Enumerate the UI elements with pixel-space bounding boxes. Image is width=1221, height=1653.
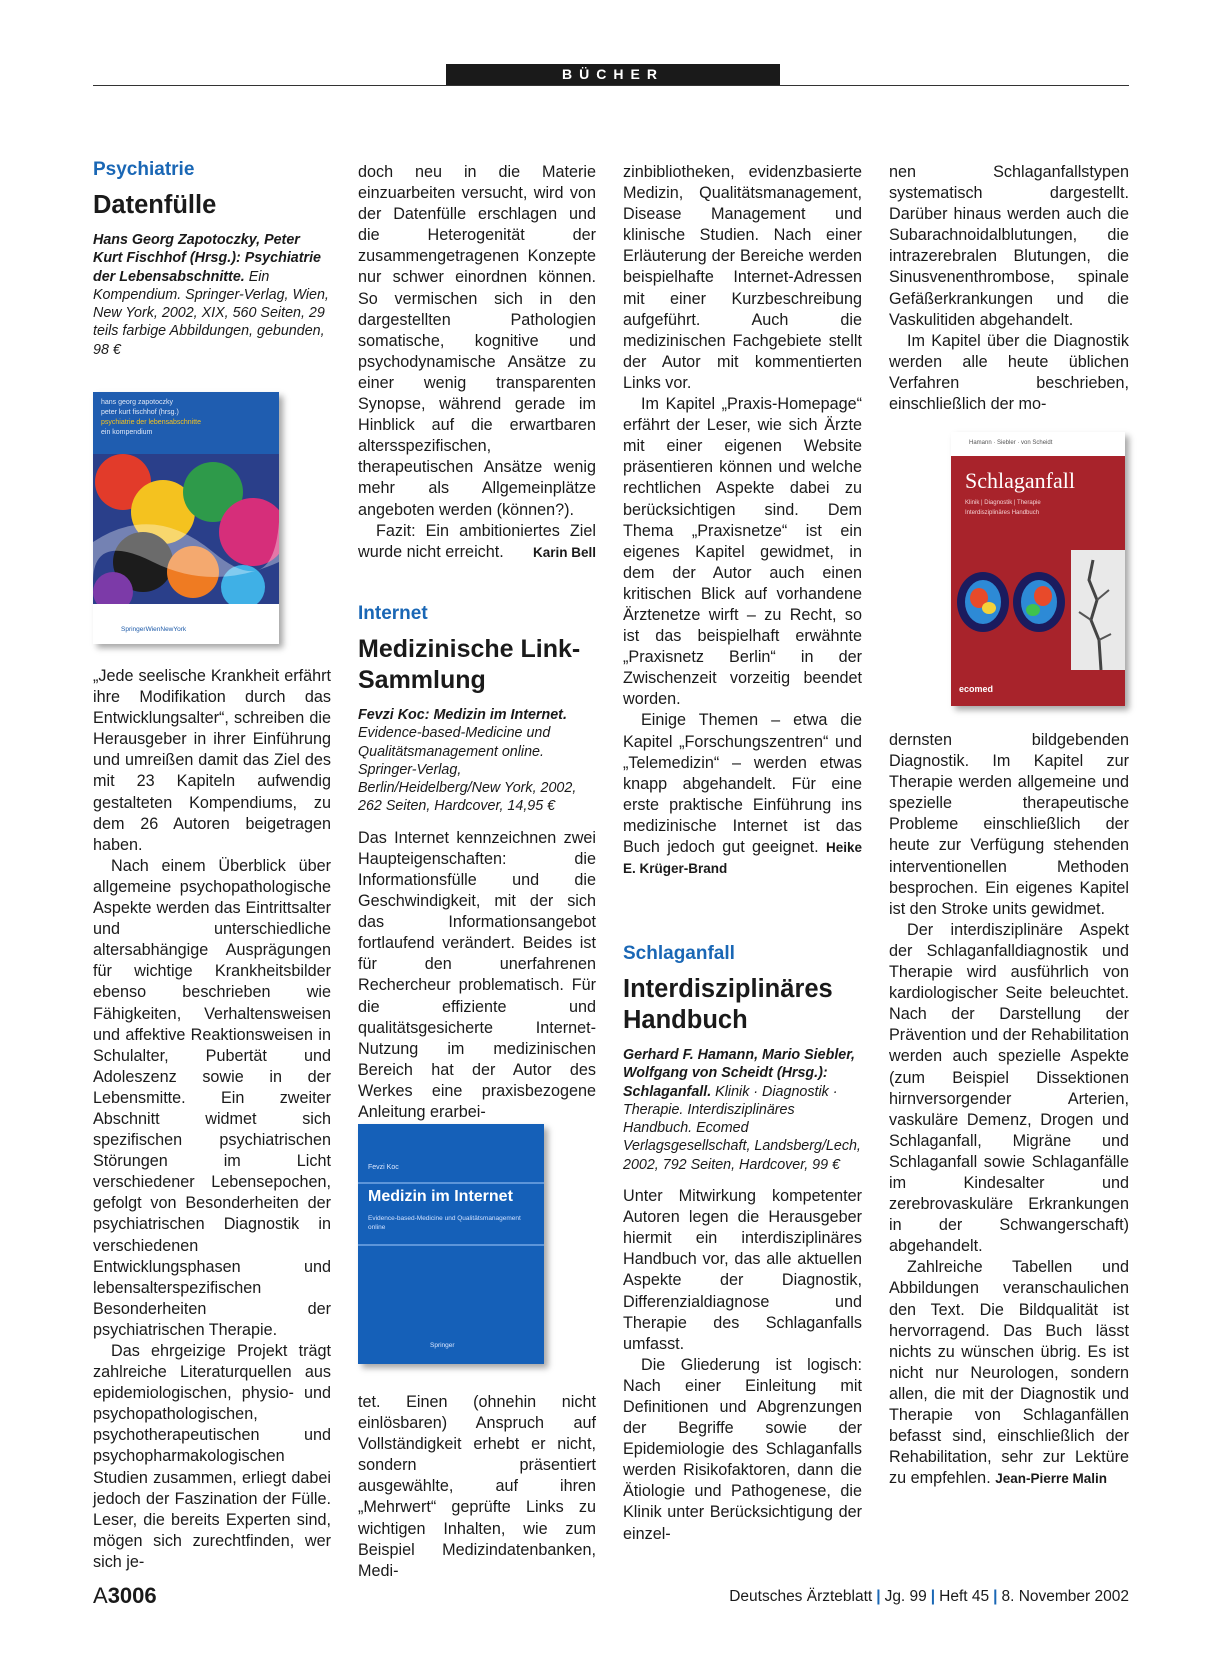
- col1-paragraph-1: „Jede seelische Krankheit erfährt ihre Modifikation durch das Entwicklungsalter“, schreiben die Herausgeber in ihrer Einführung und umreißen damit das Ziel des mit 23 Kapiteln aufwendig gestalteten Kompendiums, zu dem 26 Autoren beigetragen haben.: [93, 667, 331, 854]
- col3-paragraph-1: zinbibliotheken, evidenzbasierte Medizin, Qualitätsmanagement, Disease Management und klinische Studien. Nach einer Erläuterung der Bereiche werden beispielhafte Internet-Adressen mit einer Kurzbeschreibung aufgeführt. Auch die medizinischen Fachgebiete stellt der Autor mit kommentierten Links vor.: [623, 163, 862, 392]
- author-krueger-brand: Heike E. Krüger-Brand: [623, 840, 863, 877]
- cover-3-subtitle2: Interdisziplinäres Handbuch: [965, 510, 1040, 516]
- col2-paragraph-4: tet. Einen (ohnehin nicht einlösbaren) Anspruch auf Vollständigkeit erhebt er nicht, sondern präsentiert ausgewählte, auf ihren „Mehrwert“ geprüfte Links zu wichtigen Inhalten, wie zum Beispiel Medizindatenbanken, Medi-: [358, 1393, 596, 1580]
- col2-paragraph-1: doch neu in die Materie einzuarbeiten versucht, wird von der Datenfülle erschlagen und die Heterogenität der zusammengetragenen Konzepte nur schwer einordnen können. So vermischen sich in den dargestellten Pathologien somatische, kognitive und psychodynamische Ansätze zu einer wenig transparenten Synopse, während gerade im Hinblick auf die erwartbaren altersspezifischen, therapeutischen Ansätze wenig mehr als Allgemeinplätze angeboten werden (können?).: [358, 163, 596, 519]
- category-psychiatrie: Psychiatrie: [93, 159, 195, 180]
- col3-paragraph-3-text: Einige Themen – etwa die Kapitel „Forschungszentren“ und „Telemedizin“ – werden etwas knapp abgehandelt. Für eine erste praktische Einführung ins medizinische Internet ist das Buch jedoch gut geeignet.: [623, 711, 862, 856]
- col3-paragraph-3: [623, 710, 862, 879]
- header-rule: [93, 85, 1129, 86]
- cover-3-publisher: ecomed: [959, 684, 994, 694]
- col3-paragraph-5: Die Gliederung ist logisch: Nach einer Einleitung mit Definitionen und Abgrenzungen der Begriffe sowie der Epidemiologie des Schlaganfalls werden Risikofaktoren, dann die Ätiologie und Pathogenese, die Klinik unter Berücksichtigung der einzel-: [623, 1355, 862, 1543]
- cover-3-brain-scans: [951, 550, 1125, 670]
- cover-1-line2: peter kurt fischhof (hrsg.): [101, 409, 179, 416]
- column-2-review: [358, 602, 596, 1123]
- col3-paragraph-2: Im Kapitel „Praxis-Homepage“ erfährt der Leser, wie sich Ärzte mit einer eigenen Website präsentieren können und welche rechtlichen Aspekte dabei zu berücksichtigen sind. Dem Thema „Praxisnetze“ ist ein eigenes Kapitel gewidmet, in dem der Autor auch einen kritischen Blick auf vorhandene Ärztenetze wirft – zu Recht, so ist das beispielhaft erwähnte „Praxisnetz Berlin“ in der Zwischenzeit vorzeitig beendet worden.: [623, 395, 862, 709]
- bibliography-2: [358, 706, 596, 816]
- heading-link-sammlung: Medizinische Link-Sammlung: [358, 635, 581, 694]
- col4-paragraph-2: Im Kapitel über die Diagnostik werden alle heute üblichen Verfahren beschrieben, einschließlich der mo-: [889, 331, 1129, 414]
- col4-paragraph-5: [889, 1257, 1129, 1489]
- column-4-body: [889, 730, 1129, 1489]
- book-cover-schlaganfall: [951, 432, 1125, 706]
- journal-issue: Heft 45: [939, 1588, 990, 1605]
- book-cover-internet: [358, 1124, 544, 1364]
- column-2-body: [358, 1392, 596, 1582]
- author-malin: Jean-Pierre Malin: [995, 1471, 1107, 1487]
- page-prefix: A: [93, 1583, 108, 1608]
- page-number-value: 3006: [107, 1583, 157, 1608]
- bib-3-title: Gerhard F. Hamann, Mario Siebler, Wolfgang von Scheidt (Hrsg.): Schlaganfall.: [623, 1047, 855, 1100]
- heading-datenfuelle: Datenfülle: [93, 191, 217, 219]
- column-3-review: [623, 942, 862, 1545]
- column-1: [93, 158, 331, 359]
- book-cover-psychiatrie: [93, 392, 279, 644]
- column-2: [358, 162, 596, 563]
- col4-paragraph-3: dernsten bildgebenden Diagnostik. Im Kapitel zur Therapie werden allgemeine und spezielle therapeutische Probleme einschließlich der heute zur Verfügung stehenden interventionellen Methoden besprochen. Ein eigenes Kapitel ist den Stroke units gewidmet.: [889, 731, 1129, 918]
- bib-2-title: Fevzi Koc: Medizin im Internet.: [358, 707, 567, 723]
- bibliography-3: [623, 1046, 862, 1174]
- section-label: BÜCHER: [446, 64, 780, 85]
- col3-paragraph-4: Unter Mitwirkung kompetenter Autoren legen die Herausgeber hiermit ein interdisziplinäres Handbuch vor, das alle aktuellen Aspekte der Diagnostik, Differenzialdiagnose und Therapie des Schlaganfalls umfasst.: [623, 1187, 862, 1353]
- col4-paragraph-1: nen Schlaganfallstypen systematisch dargestellt. Darüber hinaus werden auch die Subarachnoidalblutungen, die intrazerebralen Blutungen, die Sinusvenenthrombose, spinale Gefäßerkrankungen und die Vaskulitiden abgehandelt.: [889, 163, 1129, 329]
- journal-name: Deutsches Ärzteblatt: [729, 1588, 873, 1605]
- category-internet: Internet: [358, 603, 428, 624]
- cover-3-editors: Hamann · Siebler · von Scheidt: [969, 440, 1053, 446]
- cover-1-line4: ein kompendium: [101, 429, 153, 436]
- category-schlaganfall: Schlaganfall: [623, 943, 735, 964]
- bib-3-details: Klinik · Diagnostik · Therapie. Interdisziplinäres Handbuch. Ecomed Verlagsgesellschaft, Landsberg/Lech, 2002, 792 Seiten, Hardcover, 99 €: [623, 1083, 861, 1173]
- cover-1-publisher: SpringerWienNewYork: [121, 626, 187, 633]
- col2-paragraph-3: Das Internet kennzeichnen zwei Haupteigenschaften: die Informationsfülle und die Geschwindigkeit, mit der sich das Informationsangebot fortlaufend verändert. Beides ist für den unerfahrenen Rechercheur problematisch. Für die effiziente und qualitätsgesicherte Internet-Nutzung im medizinischen Bereich hat der Autor des Werkes eine praxisbezogene Anleitung erarbei-: [358, 828, 596, 1121]
- bibliography-1: [93, 231, 331, 359]
- cover-2-publisher: Springer: [430, 1342, 455, 1349]
- journal-date: 8. November 2002: [1001, 1588, 1129, 1605]
- column-1-body: [93, 666, 331, 1573]
- heading-handbuch: Interdisziplinäres Handbuch: [623, 975, 833, 1034]
- cover-1-line3: psychiatrie der lebensabschnitte: [101, 419, 202, 426]
- col4-paragraph-5-text: Zahlreiche Tabellen und Abbildungen veranschaulichen den Text. Die Bildqualität ist hervorragend. Das Buch lässt nichts zu wünschen übrig. Es ist nicht nur Neurologen, sondern allen, die mit der Diagnostik und Therapie von Schlaganfällen befasst sind, einschließlich der Rehabilitation, sehr zur Lektüre zu empfehlen.: [889, 1258, 1129, 1488]
- col1-paragraph-2: Nach einem Überblick über allgemeine psychopathologische Aspekte werden das Eintrittsalter und unterschiedliche altersabhängige Ausprägungen für wichtige Krankheitsbilder ebenso beschrieben wie Fähigkeiten, Verhaltensweisen und affektive Reaktionsweisen in Schulalter, Pubertät und Adoleszenz sowie in der Lebensmitte. Ein zweiter Abschnitt widmet sich spezifischen psychiatrischen Störungen im Licht verschiedener Lebensepochen, gefolgt von Besonderheiten der psychiatrischen Diagnostik in verschiedenen Entwicklungsphasen und lebensalterspezifischen Besonderheiten der psychiatrischen Therapie.: [93, 856, 331, 1339]
- page-number: [93, 1583, 157, 1609]
- bib-2-details: Evidence-based-Medicine und Qualitätsmanagement online. Springer-Verlag, Berlin/Heidelberg/New York, 2002, 262 Seiten, Hardcover, 14,95 €: [358, 725, 577, 815]
- column-4: [889, 162, 1129, 415]
- col2-paragraph-2: [358, 521, 596, 563]
- cover-1-line1: hans georg zapotoczky: [101, 399, 173, 406]
- bib-1-details: Ein Kompendium. Springer-Verlag, Wien, New York, 2002, XIX, 560 Seiten, 29 teils farbige Abbildungen, gebunden, 98 €: [93, 268, 329, 358]
- col2-fazit: Fazit: Ein ambitioniertes Ziel wurde nicht erreicht.: [358, 521, 596, 561]
- journal-volume: Jg. 99: [884, 1588, 927, 1605]
- bib-1-title: Hans Georg Zapotoczky, Peter Kurt Fischhof (Hrsg.): Psychiatrie der Lebensabschnitte.: [93, 232, 321, 285]
- cover-3-title: Schlaganfall: [965, 468, 1075, 493]
- column-3: [623, 162, 862, 879]
- journal-info: Deutsches Ärzteblatt | Jg. 99 | Heft 45 | 8. November 2002: [729, 1588, 1129, 1605]
- cover-2-title: Medizin im Internet: [368, 1188, 513, 1205]
- col4-paragraph-4: Der interdisziplinäre Aspekt der Schlaganfalldiagnostik und Therapie wird ausführlich von kardiologischer Seite beleuchtet. Nach der Darstellung der Prävention und der Rehabilitation werden auch spezielle Aspekte (zum Beispiel Dissektionen hirnversorgender Arterien, vaskuläre Demenz, Drogen und Schlaganfall, Migräne und Schlaganfall sowie Schlaganfälle im Kindesalter und zerebrovaskuläre Erkrankungen in der Schwangerschaft) abgehandelt.: [889, 920, 1129, 1256]
- cover-3-subtitle: Klinik | Diagnostik | Therapie: [965, 500, 1041, 506]
- author-karin-bell: Karin Bell: [532, 544, 596, 560]
- cover-2-subtitle: Evidence-based-Medicine und Qualitätsmanagement online: [368, 1215, 521, 1231]
- cover-2-author: Fevzi Koc: [368, 1164, 399, 1171]
- col1-paragraph-3: Das ehrgeizige Projekt trägt zahlreiche Literaturquellen aus epidemiologischen, physio- und psychopathologischen, psychotherapeutischen und psychopharmakologischen Studien zusammen, erliegt dabei jedoch der Faszination der Fülle. Leser, die bereits Experten sind, mögen sich zurechtfinden, wer sich je-: [93, 1342, 331, 1571]
